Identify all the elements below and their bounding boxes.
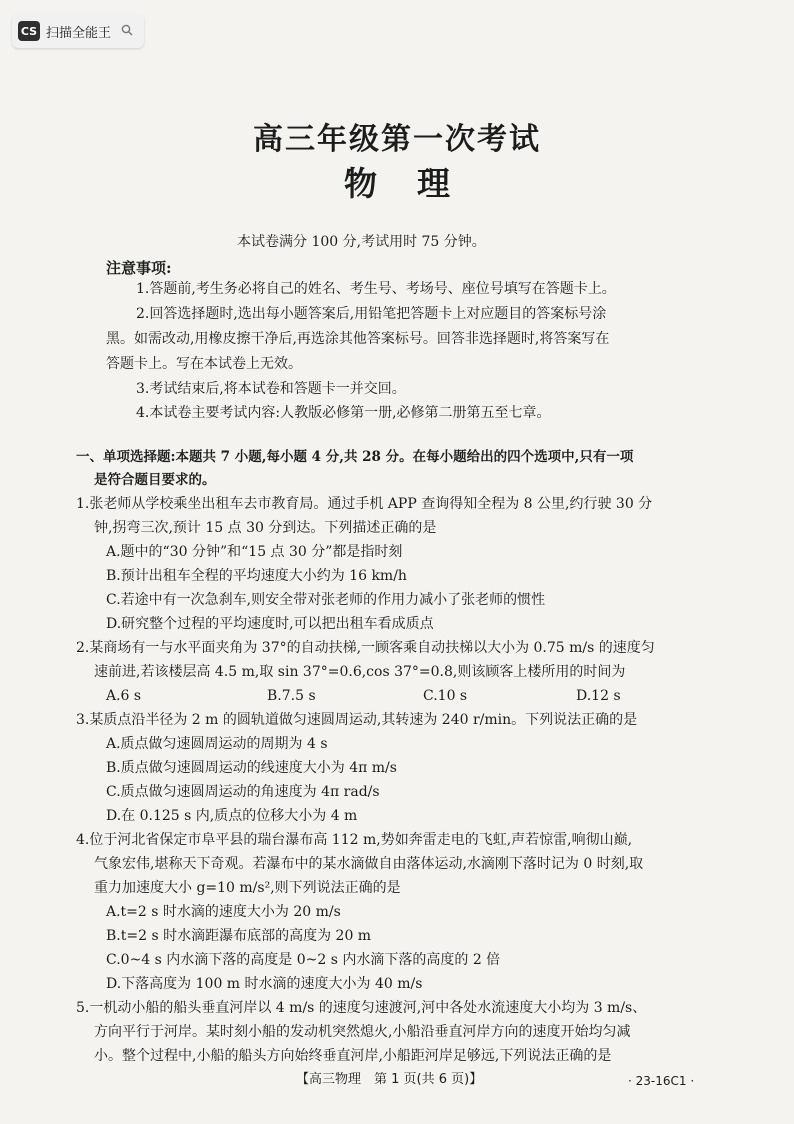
app-name: 扫描全能王 xyxy=(46,25,112,41)
scanner-app-badge[interactable] xyxy=(12,14,144,48)
question-stem: 3.某质点沿半径为 2 m 的圆轨道做匀速圆周运动,其转速为 240 r/min。下列说法正确的是 xyxy=(76,712,638,728)
question-option: D.下落高度为 100 m 时水滴的速度大小为 40 m/s xyxy=(106,976,423,992)
search-icon[interactable] xyxy=(121,24,133,39)
question-stem: 1.张老师从学校乘坐出租车去市教育局。通过手机 APP 查询得知全程为 8 公里,约行驶 30 分 xyxy=(76,496,653,512)
question-stem: 5.一机动小船的船头垂直河岸以 4 m/s 的速度匀速渡河,河中各处水流速度大小均为 3 m/s、 xyxy=(76,1000,647,1016)
notice-heading: 注意事项: xyxy=(106,259,172,277)
question-option: B.7.5 s xyxy=(267,688,316,704)
question-option: B.预计出租车全程的平均速度大小约为 16 km/h xyxy=(106,568,407,584)
question-stem: 气象宏伟,堪称天下奇观。若瀑布中的某水滴做自由落体运动,水滴刚下落时记为 0 时刻,取 xyxy=(94,856,644,872)
question-option: A.质点做匀速圆周运动的周期为 4 s xyxy=(106,736,328,752)
question-option: D.12 s xyxy=(576,688,621,704)
question-stem: 4.位于河北省保定市阜平县的瑞台瀑布高 112 m,势如奔雷走电的飞虹,声若惊雷,响彻山巅, xyxy=(76,832,633,848)
question-stem: 方向平行于河岸。某时刻小船的发动机突然熄火,小船沿垂直河岸方向的速度开始均匀减 xyxy=(94,1024,631,1040)
notice-line: 3.考试结束后,将本试卷和答题卡一并交回。 xyxy=(136,381,406,397)
notice-line: 4.本试卷主要考试内容:人教版必修第一册,必修第二册第五至七章。 xyxy=(136,405,551,421)
question-stem: 小。整个过程中,小船的船头方向始终垂直河岸,小船距河岸足够远,下列说法正确的是 xyxy=(94,1048,612,1064)
question-option: C.0~4 s 内水滴下落的高度是 0~2 s 内水滴下落的高度的 2 倍 xyxy=(106,952,501,968)
question-option: A.t=2 s 时水滴的速度大小为 20 m/s xyxy=(106,904,341,920)
notice-line: 1.答题前,考生务必将自己的姓名、考生号、考场号、座位号填写在答题卡上。 xyxy=(136,281,616,297)
app-logo-icon: CS xyxy=(18,21,40,41)
question-option: C.10 s xyxy=(423,688,468,704)
question-option: C.若途中有一次急刹车,则安全带对张老师的作用力减小了张老师的惯性 xyxy=(106,592,546,608)
exam-subtitle: 本试卷满分 100 分,考试用时 75 分钟。 xyxy=(237,234,486,250)
question-option: A.题中的“30 分钟”和“15 点 30 分”都是指时刻 xyxy=(106,544,403,560)
paper-code: · 23-16C1 · xyxy=(628,1074,695,1088)
exam-title: 高三年级第一次考试 xyxy=(253,122,541,157)
notice-line: 黑。如需改动,用橡皮擦干净后,再选涂其他答案标号。回答非选择题时,将答案写在 xyxy=(106,331,610,347)
notice-line: 答题卡上。写在本试卷上无效。 xyxy=(106,356,302,372)
page-footer: 【高三物理 第 1 页(共 6 页)】 xyxy=(296,1072,483,1087)
question-stem: 2.某商场有一与水平面夹角为 37°的自动扶梯,一顾客乘自动扶梯以大小为 0.75 m/s 的速度匀 xyxy=(76,640,655,656)
question-option: A.6 s xyxy=(106,688,142,704)
question-option: C.质点做匀速圆周运动的角速度为 4π rad/s xyxy=(106,784,380,800)
section-heading: 一、单项选择题:本题共 7 小题,每小题 4 分,共 28 分。在每小题给出的四个选项中,只有一项 xyxy=(76,449,634,465)
question-stem: 钟,拐弯三次,预计 15 点 30 分到达。下列描述正确的是 xyxy=(94,520,437,536)
question-stem: 速前进,若该楼层高 4.5 m,取 sin 37°=0.6,cos 37°=0.8,则该顾客上楼所用的时间为 xyxy=(94,664,626,680)
question-option: D.研究整个过程的平均速度时,可以把出租车看成质点 xyxy=(106,616,434,632)
notice-line: 2.回答选择题时,选出每小题答案后,用铅笔把答题卡上对应题目的答案标号涂 xyxy=(136,306,607,322)
question-option: B.质点做匀速圆周运动的线速度大小为 4π m/s xyxy=(106,760,397,776)
question-stem: 重力加速度大小 g=10 m/s²,则下列说法正确的是 xyxy=(94,880,401,896)
exam-subject: 物理 xyxy=(344,164,490,203)
question-option: D.在 0.125 s 内,质点的位移大小为 4 m xyxy=(106,808,358,824)
section-heading-cont: 是符合题目要求的。 xyxy=(94,472,216,488)
question-option: B.t=2 s 时水滴距瀑布底部的高度为 20 m xyxy=(106,928,372,944)
